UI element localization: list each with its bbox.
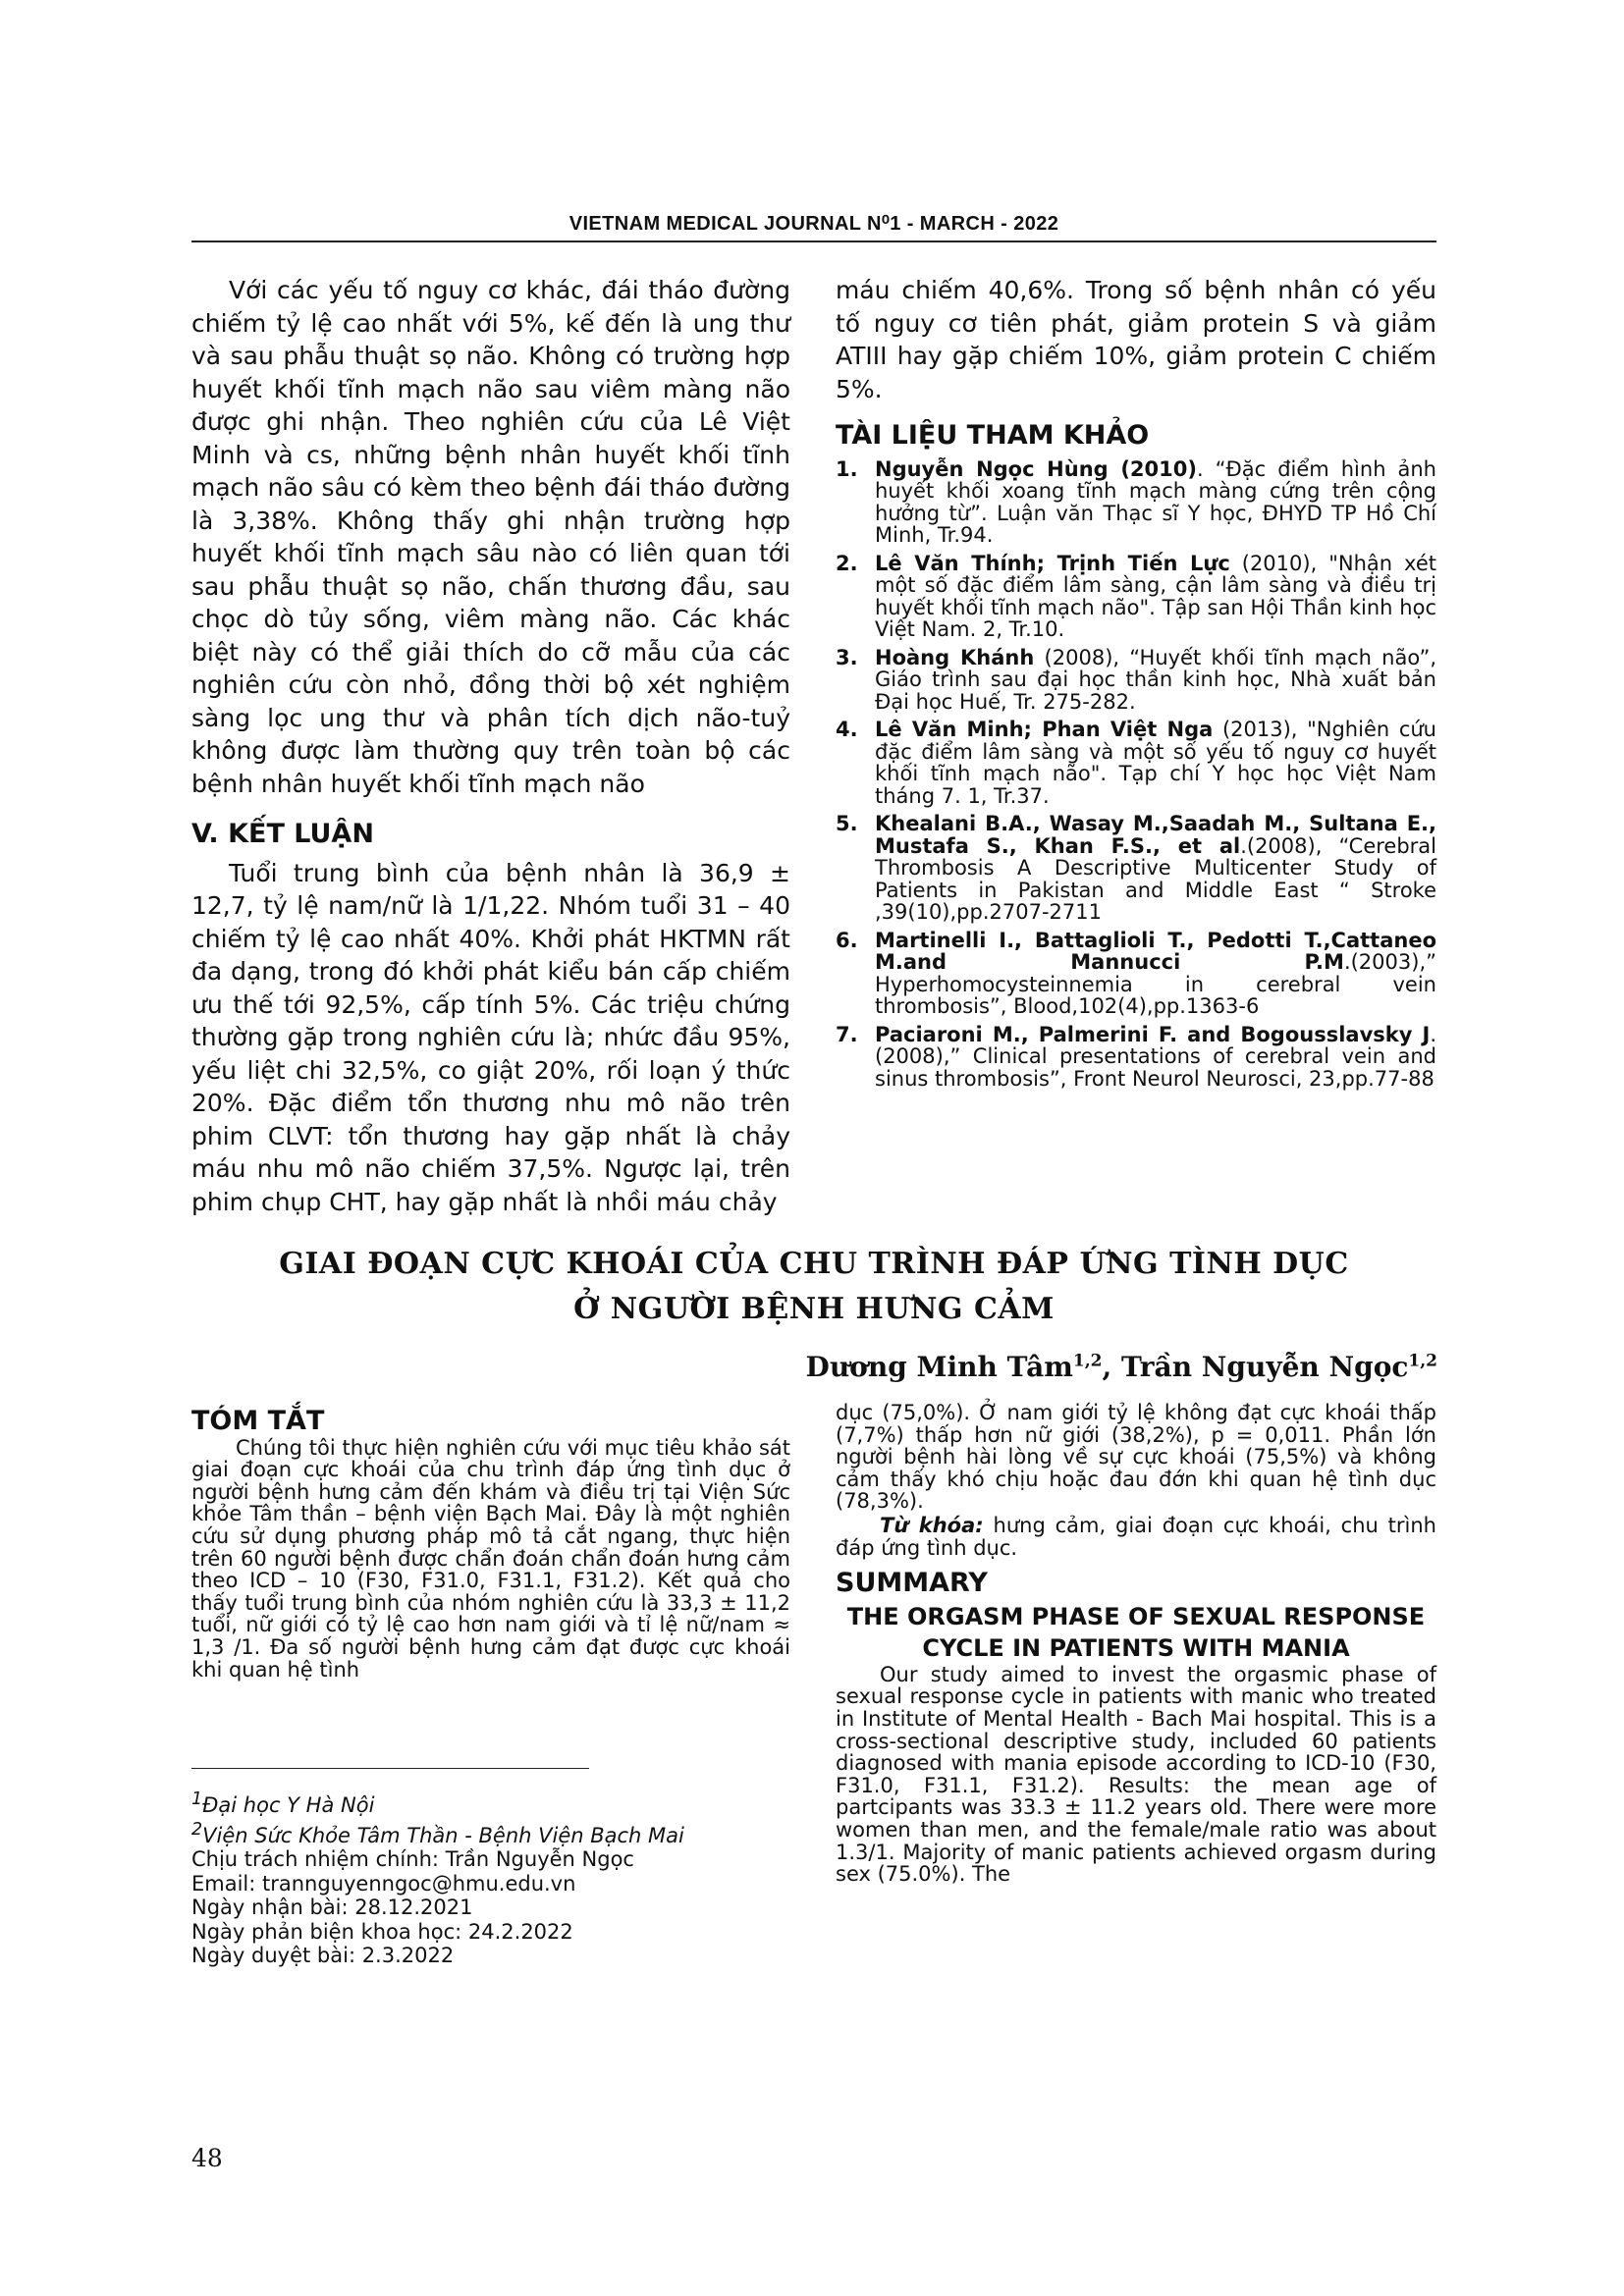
reference-item [836, 930, 1436, 1018]
reference-number: 7. [836, 1022, 858, 1046]
page-number: 48 [191, 2144, 223, 2172]
conclusion-heading: V. KẾT LUẬN [191, 819, 374, 849]
responsible-author: Chịu trách nhiệm chính: Trần Nguyễn Ngọc [191, 1847, 634, 1871]
summary-paragraph: Our study aimed to invest the orgasmic phase of sexual response cycle in patients with manic who treated in Institute of Mental Health - Bach Mai hospital. This is a cross-sectional descriptive study, included 60 patients diagnosed with mania episode according to ICD-10 (F30, F31.0, F31.1, F31.2). Results: the mean age of partcipants was 33.3 ± 11.2 years old. There were more women than men, and the female/male ratio was about 1.3/1. Majority of manic patients achieved orgasm during sex (75.0%). The [836, 1662, 1436, 1887]
affiliation-text: Viện Sức Khỏe Tâm Thần - Bệnh Viện Bạch Mai [202, 1823, 684, 1847]
prev-article-continued-paragraph: máu chiếm 40,6%. Trong số bệnh nhân có yếu tố nguy cơ tiên phát, giảm protein S và giảm ATIII hay gặp chiếm 10%, giảm protein C chiếm 5%. [836, 276, 1436, 403]
reference-number: 2. [836, 551, 858, 575]
abstract-heading: TÓM TẮT [191, 1406, 325, 1436]
reference-item [836, 458, 1436, 547]
keywords-text: hưng cảm, giai đoạn cực khoái, chu trình đáp ứng tình dục. [836, 1513, 1436, 1560]
reference-list [836, 458, 1436, 1091]
author-name: Trần Nguyễn Ngọc [1121, 1351, 1409, 1383]
reference-details: . “Đặc điểm hình ảnh huyết khối xoang tĩnh mạch màng cứng trên cộng hưởng từ”. Luận văn Thạc sĩ Y học, ĐHYD TP Hồ Chí Minh, Tr.94. [875, 456, 1436, 547]
summary-title-line-2: CYCLE IN PATIENTS WITH MANIA [922, 1633, 1350, 1662]
reference-item [836, 719, 1436, 807]
author-name: Dương Minh Tâm [805, 1351, 1073, 1383]
reference-details: (2010), "Nhận xét một số đặc điểm lâm sàng, cận lâm sàng và điều trị huyết khối tĩnh mạch não". Tập san Hội Thần kinh học Việt Nam. 2, Tr.10. [875, 551, 1436, 641]
reference-details: (2013), "Nghiên cứu đặc điểm lâm sàng và một số yếu tố nguy cơ huyết khối tĩnh mạch não". Tạp chí Y học học Việt Nam tháng 7. 1, Tr.37. [875, 718, 1436, 808]
reference-item [836, 647, 1436, 714]
affiliation-marker: 1 [191, 1789, 203, 1809]
footnotes [191, 1788, 684, 1968]
author-affiliation-marker: 1,2 [1072, 1351, 1103, 1371]
author-separator: , [1102, 1351, 1121, 1383]
reference-number: 3. [836, 645, 858, 669]
prev-article-right-column [836, 274, 1436, 1095]
journal-header: VIETNAM MEDICAL JOURNAL N⁰1 - MARCH - 2022 [568, 213, 1059, 235]
footnote-rule [191, 1768, 589, 1769]
reference-item [836, 1024, 1436, 1091]
article-title-line-1: GIAI ĐOẠN CỰC KHOÁI CỦA CHU TRÌNH ĐÁP ỨNG TÌNH DỤC [279, 1247, 1349, 1281]
reference-number: 6. [836, 928, 858, 952]
abstract-continued-paragraph: dục (75,0%). Ở nam giới tỷ lệ không đạt cực khoái thấp (7,7%) thấp hơn nữ giới (38,2%), p = 0,011. Phần lớn người bệnh hài lòng về sự cực khoái (75,5%) và không cảm thấy khó chịu hoặc đau đớn khi quan hệ tình dục (78,3%). [836, 1401, 1436, 1514]
prev-article-paragraph: Với các yếu tố nguy cơ khác, đái tháo đường chiếm tỷ lệ cao nhất với 5%, kế đến là ung thư và sau phẫu thuật sọ não. Không có trường hợp huyết khối tĩnh mạch não sau viêm màng não được ghi nhận. Theo nghiên cứu của Lê Việt Minh và cs, những bệnh nhân huyết khối tĩnh mạch não sâu có kèm theo bệnh đái tháo đường là 3,38%. Không thấy ghi nhận trường hợp huyết khối tĩnh mạch sâu nào có liên quan tới sau phẫu thuật sọ não, chấn thương đầu, sau chọc dò tủy sống, viêm màng não. Các khác biệt này có thể giải thích do cỡ mẫu của các nghiên cứu còn nhỏ, đồng thời bộ xét nghiệm sàng lọc ung thư và phân tích dịch não-tuỷ không được làm thường quy trên toàn bộ các bệnh nhân huyết khối tĩnh mạch não [191, 276, 790, 798]
prev-article-left-column [191, 274, 790, 1218]
abstract-right-column [836, 1402, 1436, 1886]
reference-authors: Martinelli I., Battaglioli T., Pedotti T.,Cattaneo M.and Mannucci P.M [875, 928, 1436, 974]
reference-number: 1. [836, 456, 858, 481]
reference-authors: Hoàng Khánh [875, 645, 1035, 669]
reference-details: .(2008), “Cerebral Thrombosis A Descriptive Multicenter Study of Patients in Pakistan and Middle East “ Stroke ,39(10),pp.2707-2711 [875, 833, 1437, 924]
reference-authors: Lê Văn Thính; Trịnh Tiến Lực [875, 551, 1230, 575]
reference-authors: Paciaroni M., Palmerini F. and Bogousslavsky J [875, 1022, 1431, 1046]
date-received: Ngày nhận bài: 28.12.2021 [191, 1896, 473, 1919]
reference-item [836, 813, 1436, 924]
date-reviewed: Ngày phản biện khoa học: 24.2.2022 [191, 1919, 573, 1944]
affiliation-text: Đại học Y Hà Nội [202, 1793, 375, 1817]
reference-authors: Lê Văn Minh; Phan Việt Nga [875, 718, 1214, 741]
keywords-line [836, 1515, 1436, 1559]
summary-heading: SUMMARY [836, 1568, 988, 1599]
references-heading: TÀI LIỆU THAM KHẢO [836, 420, 1150, 451]
reference-authors: Khealani B.A., Wasay M.,Saadah M., Sultana E., Mustafa S., Khan F.S., et al [875, 812, 1436, 858]
keywords-label: Từ khóa: [880, 1513, 984, 1537]
reference-item [836, 553, 1436, 641]
reference-details: .(2003),” Hyperhomocysteinnemia in cerebral vein thrombosis”, Blood,102(4),pp.1363-6 [875, 950, 1436, 1018]
date-accepted: Ngày duyệt bài: 2.3.2022 [191, 1944, 455, 1967]
reference-authors: Nguyễn Ngọc Hùng (2010) [875, 456, 1197, 481]
abstract-paragraph: Chúng tôi thực hiện nghiên cứu với mục tiêu khảo sát giai đoạn cực khoái của chu trình đáp ứng tình dục ở người bệnh hưng cảm đến khám và điều trị tại Viện Sức khỏe Tâm thần – bệnh viện Bạch Mai. Đây là một nghiên cứu sử dụng phương pháp mô tả cắt ngang, thực hiện trên 60 người bệnh được chẩn đoán chẩn đoán hưng cảm theo ICD – 10 (F30, F31.0, F31.1, F31.2). Kết quả cho thấy tuổi trung bình của nhóm nghiên cứu là 33,3 ± 11,2 tuổi, nữ giới có tỷ lệ cao hơn nam giới và tỉ lệ nữ/nam ≈ 1,3 /1. Đa số người bệnh hưng cảm đạt được cực khoái khi quan hệ tình [191, 1435, 790, 1682]
affiliation-marker: 2 [191, 1819, 203, 1840]
author-list [806, 1351, 1437, 1383]
affiliation-2 [191, 1818, 684, 1848]
header-rule [191, 240, 1436, 242]
author-affiliation-marker: 1,2 [1408, 1351, 1437, 1371]
contact-email: Email: trannguyenngoc@hmu.edu.vn [191, 1871, 576, 1896]
abstract-left-column [191, 1406, 790, 1682]
reference-number: 4. [836, 718, 858, 741]
reference-number: 5. [836, 812, 858, 835]
article-title-line-2: Ở NGƯỜI BỆNH HƯNG CẢM [573, 1292, 1055, 1326]
reference-details: (2008), “Huyết khối tĩnh mạch não”, Giáo trình sau đại học thần kinh học, Nhà xuất bản Đại học Huế, Tr. 275-282. [875, 645, 1437, 714]
affiliation-1 [191, 1788, 684, 1818]
conclusion-paragraph: Tuổi trung bình của bệnh nhân là 36,9 ± 12,7, tỷ lệ nam/nữ là 1/1,22. Nhóm tuổi 31 – 40 chiếm tỷ lệ cao nhất 40%. Khởi phát HKTMN rất đa dạng, trong đó khởi phát kiểu bán cấp chiếm ưu thế tới 92,5%, cấp tính 5%. Các triệu chứng thường gặp trong nghiên cứu là; nhức đầu 95%, yếu liệt chi 32,5%, co giật 20%, rối loạn ý thức 20%. Đặc điểm tổn thương nhu mô não trên phim CLVT: tổn thương hay gặp nhất là chảy máu nhu mô não chiếm 37,5%. Ngược lại, trên phim chụp CHT, hay gặp nhất là nhồi máu chảy [191, 858, 790, 1216]
summary-title-line-1: THE ORGASM PHASE OF SEXUAL RESPONSE [846, 1602, 1426, 1630]
reference-details: .(2008),” Clinical presentations of cerebral vein and sinus thrombosis”, Front Neurol Neurosci, 23,pp.77-88 [875, 1022, 1436, 1091]
